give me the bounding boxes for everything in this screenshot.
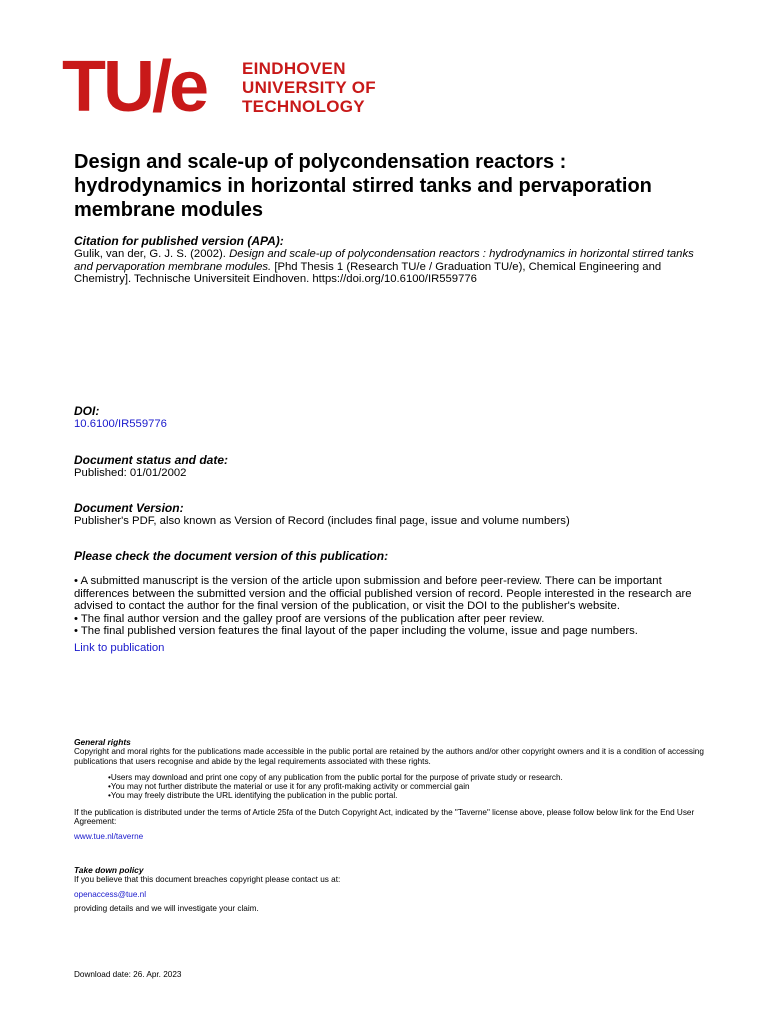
citation-rest: [Phd Thesis 1 (Research TU/e / Graduation TU/e), Chemical Engineering and Chemistry]. Technische Universiteit Eindhoven. https://doi.org/10.6100/IR559776	[74, 260, 662, 286]
takedown-heading: Take down policy	[74, 865, 144, 875]
logo-line-1: EINDHOVEN	[242, 59, 346, 78]
version-heading: Document Version:	[74, 501, 184, 515]
rights-section	[74, 738, 724, 842]
takedown-section	[74, 866, 724, 913]
rights-heading: General rights	[74, 737, 131, 747]
doi-link[interactable]: 10.6100/IR559776	[74, 418, 167, 430]
logo-line-2: UNIVERSITY OF	[242, 78, 376, 97]
publication-link[interactable]: Link to publication	[74, 641, 165, 654]
logo-line-3: TECHNOLOGY	[242, 97, 365, 116]
rights-item: • Users may download and print one copy of any publication from the public portal for the purpose of private study or research.	[108, 773, 724, 782]
doi-section	[74, 405, 704, 431]
citation-authors: Gulik, van der, G. J. S. (2002).	[74, 248, 230, 260]
openaccess-email-link[interactable]: openaccess@tue.nl	[74, 889, 147, 899]
status-section	[74, 454, 704, 480]
tue-logo	[62, 47, 392, 127]
check-section	[74, 550, 704, 655]
check-bullet-3: • The final published version features the final layout of the paper including the volume, issue and page numbers.	[74, 625, 638, 638]
rights-item: • You may freely distribute the URL identifying the publication in the public portal.	[108, 791, 724, 800]
status-heading: Document status and date:	[74, 453, 229, 467]
version-section	[74, 502, 704, 528]
document-title: Design and scale-up of polycondensation reactors : hydrodynamics in horizontal stirred tanks and pervaporation membrane modules	[74, 151, 652, 221]
taverne-link[interactable]: www.tue.nl/taverne	[74, 832, 144, 842]
citation-text	[74, 248, 704, 286]
rights-item: • You may not further distribute the material or use it for any profit-making activity or commercial gain	[108, 782, 724, 791]
check-heading: Please check the document version of this publication:	[74, 549, 389, 563]
check-bullet-2: • The final author version and the galley proof are versions of the publication after peer review.	[74, 612, 545, 625]
rights-intro: Copyright and moral rights for the publications made accessible in the public portal are retained by the authors and/or other copyright owners and it is a condition of accessing publications that users recognise and abide by the legal requirements associated with these rights.	[74, 747, 704, 766]
takedown-closing: providing details and we will investigate your claim.	[74, 903, 259, 913]
status-value: Published: 01/01/2002	[74, 467, 187, 479]
doi-heading: DOI:	[74, 404, 100, 418]
citation-work-title: Design and scale-up of polycondensation reactors : hydrodynamics in horizontal stirred tanks and pervaporation membrane modules.	[74, 248, 694, 273]
citation-section	[74, 235, 704, 286]
rights-list	[74, 773, 724, 801]
logo-wordmark	[242, 59, 376, 116]
taverne-text: If the publication is distributed under the terms of Article 25fa of the Dutch Copyright Act, indicated by the "Taverne" license above, please follow below link for the End User Agreement:	[74, 807, 695, 827]
citation-heading: Citation for published version (APA):	[74, 234, 284, 248]
version-value: Publisher's PDF, also known as Version of Record (includes final page, issue and volume numbers)	[74, 515, 570, 527]
takedown-text: If you believe that this document breaches copyright please contact us at:	[74, 875, 341, 885]
logo-mark: TU/e	[62, 47, 207, 127]
check-bullet-1: • A submitted manuscript is the version of the article upon submission and before peer-review. There can be important differences between the submitted version and the official published version of record. People interested in the research are advised to contact the author for the final version of the publication, or visit the DOI to the publisher's website.	[74, 575, 692, 613]
download-date: Download date: 26. Apr. 2023	[74, 970, 182, 979]
